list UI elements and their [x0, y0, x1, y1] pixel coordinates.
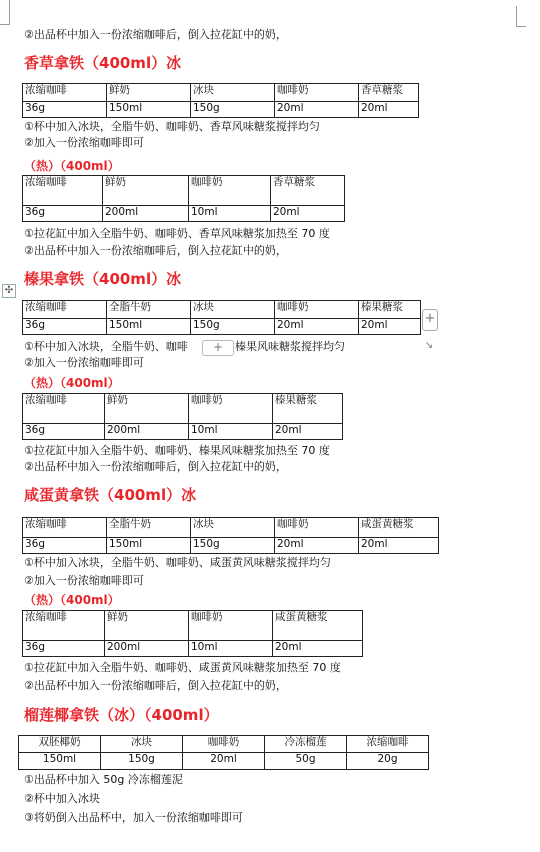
step-line: 榛果风味糖浆搅拌均匀 — [235, 340, 345, 353]
table-header-cell: 咸蛋黄糖浆 — [273, 611, 363, 641]
table-header-cell: 咸蛋黄糖浆 — [359, 518, 439, 538]
add-row-button[interactable]: + — [202, 340, 234, 356]
table-header-cell: 浓缩咖啡 — [23, 84, 107, 102]
page-corner-mark — [516, 6, 526, 27]
table-header-cell: 咖啡奶 — [183, 736, 265, 753]
hot-subtitle: （热）（400ml） — [24, 376, 120, 390]
step-line: ①杯中加入冰块，全脂牛奶、咖啡 — [24, 340, 188, 353]
table-cell: 150g — [101, 753, 183, 770]
step-line: ①拉花缸中加入全脂牛奶、咖啡奶、咸蛋黄风味糖浆加热至 70 度 — [24, 661, 341, 674]
table-cell: 20ml — [359, 538, 439, 554]
table-cell: 36g — [23, 102, 107, 118]
hazelnut-hot-table — [22, 393, 343, 440]
table-header-cell: 冰块 — [191, 84, 275, 102]
instruction-line: ②出品杯中加入一份浓缩咖啡后，倒入拉花缸中的奶， — [24, 28, 287, 41]
table-cell: 36g — [23, 319, 107, 335]
step-line: ①拉花缸中加入全脂牛奶、咖啡奶、香草风味糖浆加热至 70 度 — [24, 227, 330, 240]
table-header-cell: 鲜奶 — [103, 176, 189, 206]
table-header-cell: 鲜奶 — [107, 84, 191, 102]
step-line: ①杯中加入冰块，全脂牛奶、咖啡奶、香草风味糖浆搅拌均匀 — [24, 120, 320, 133]
table-cell: 200ml — [105, 641, 189, 657]
table-cell: 20ml — [271, 206, 345, 222]
step-line: ③将奶倒入出品杯中，加入一份浓缩咖啡即可 — [24, 811, 243, 824]
table-cell: 150ml — [107, 538, 191, 554]
table-header-cell: 鲜奶 — [105, 394, 189, 424]
table-header-cell: 浓缩咖啡 — [23, 176, 103, 206]
hot-subtitle: （热）（400ml） — [24, 593, 120, 607]
table-header-cell: 榛果糖浆 — [359, 301, 421, 319]
table-cell: 36g — [23, 538, 107, 554]
section-title-salted-egg: 咸蛋黄拿铁（400ml）冰 — [24, 486, 197, 504]
table-header-cell: 冰块 — [191, 518, 275, 538]
section-title-hazelnut: 榛果拿铁（400ml）冰 — [24, 270, 182, 288]
table-cell: 20ml — [275, 538, 359, 554]
table-header-cell: 冷冻榴莲 — [265, 736, 347, 753]
step-line: ②加入一份浓缩咖啡即可 — [24, 136, 144, 149]
hot-subtitle: （热）（400ml） — [24, 159, 120, 173]
section-title-vanilla: 香草拿铁（400ml）冰 — [24, 54, 182, 72]
table-cell: 20ml — [273, 641, 363, 657]
step-line: ②加入一份浓缩咖啡即可 — [24, 356, 144, 369]
table-cell: 150g — [191, 319, 275, 335]
table-cell: 10ml — [189, 641, 273, 657]
table-header-cell: 冰块 — [101, 736, 183, 753]
step-line: ②出品杯中加入一份浓缩咖啡后，倒入拉花缸中的奶， — [24, 244, 287, 257]
salted-egg-iced-table — [22, 517, 439, 554]
hazelnut-iced-table — [22, 300, 421, 335]
table-header-cell: 全脂牛奶 — [107, 301, 191, 319]
table-header-cell: 咖啡奶 — [189, 176, 271, 206]
table-cell: 150ml — [107, 102, 191, 118]
table-header-cell: 香草糖浆 — [271, 176, 345, 206]
table-header-cell: 浓缩咖啡 — [23, 518, 107, 538]
table-cell: 50g — [265, 753, 347, 770]
table-header-cell: 咖啡奶 — [189, 394, 273, 424]
step-line: ②加入一份浓缩咖啡即可 — [24, 574, 144, 587]
page-corner-mark — [0, 0, 10, 25]
table-cell: 20ml — [359, 319, 421, 335]
section-title-durian: 榴莲椰拿铁（冰）（400ml） — [24, 706, 219, 724]
table-cell: 150ml — [19, 753, 101, 770]
table-header-cell: 冰块 — [191, 301, 275, 319]
table-cell: 150ml — [107, 319, 191, 335]
table-header-cell: 鲜奶 — [105, 611, 189, 641]
table-cell: 150g — [191, 538, 275, 554]
table-cell: 10ml — [189, 206, 271, 222]
step-line: ①杯中加入冰块，全脂牛奶、咖啡奶、咸蛋黄风味糖浆搅拌均匀 — [24, 556, 331, 569]
table-header-cell: 咖啡奶 — [189, 611, 273, 641]
table-cell: 10ml — [189, 424, 273, 440]
table-header-cell: 全脂牛奶 — [107, 518, 191, 538]
table-cell: 200ml — [103, 206, 189, 222]
step-line: ②出品杯中加入一份浓缩咖啡后，倒入拉花缸中的奶， — [24, 460, 287, 473]
table-cell: 20ml — [183, 753, 265, 770]
table-cell: 20ml — [275, 102, 359, 118]
table-header-cell: 双胚椰奶 — [19, 736, 101, 753]
step-line: ②出品杯中加入一份浓缩咖啡后，倒入拉花缸中的奶， — [24, 679, 287, 692]
table-header-cell: 咖啡奶 — [275, 84, 359, 102]
table-header-cell: 咖啡奶 — [275, 518, 359, 538]
vanilla-hot-table — [22, 175, 345, 222]
table-cell: 20g — [347, 753, 429, 770]
table-header-cell: 咖啡奶 — [275, 301, 359, 319]
table-header-cell: 香草糖浆 — [359, 84, 419, 102]
table-move-handle[interactable]: ✣ — [2, 284, 16, 298]
table-cell: 20ml — [275, 319, 359, 335]
table-header-cell: 浓缩咖啡 — [23, 301, 107, 319]
table-header-cell: 浓缩咖啡 — [23, 394, 105, 424]
vanilla-iced-table — [22, 83, 419, 118]
step-line: ②杯中加入冰块 — [24, 792, 100, 805]
table-cell: 20ml — [273, 424, 343, 440]
table-header-cell: 浓缩咖啡 — [23, 611, 105, 641]
durian-table — [18, 735, 429, 770]
table-cell: 36g — [23, 424, 105, 440]
table-header-cell: 榛果糖浆 — [273, 394, 343, 424]
step-line: ①出品杯中加入 50g 冷冻榴莲泥 — [24, 773, 183, 786]
table-cell: 20ml — [359, 102, 419, 118]
table-cell: 200ml — [105, 424, 189, 440]
table-cell: 150g — [191, 102, 275, 118]
add-column-button[interactable]: + — [422, 309, 438, 331]
salted-egg-hot-table — [22, 610, 363, 657]
table-cell: 36g — [23, 641, 105, 657]
table-resize-handle[interactable]: ↘ — [424, 340, 434, 351]
step-line: ①拉花缸中加入全脂牛奶、咖啡奶、榛果风味糖浆加热至 70 度 — [24, 444, 330, 457]
table-header-cell: 浓缩咖啡 — [347, 736, 429, 753]
table-cell: 36g — [23, 206, 103, 222]
